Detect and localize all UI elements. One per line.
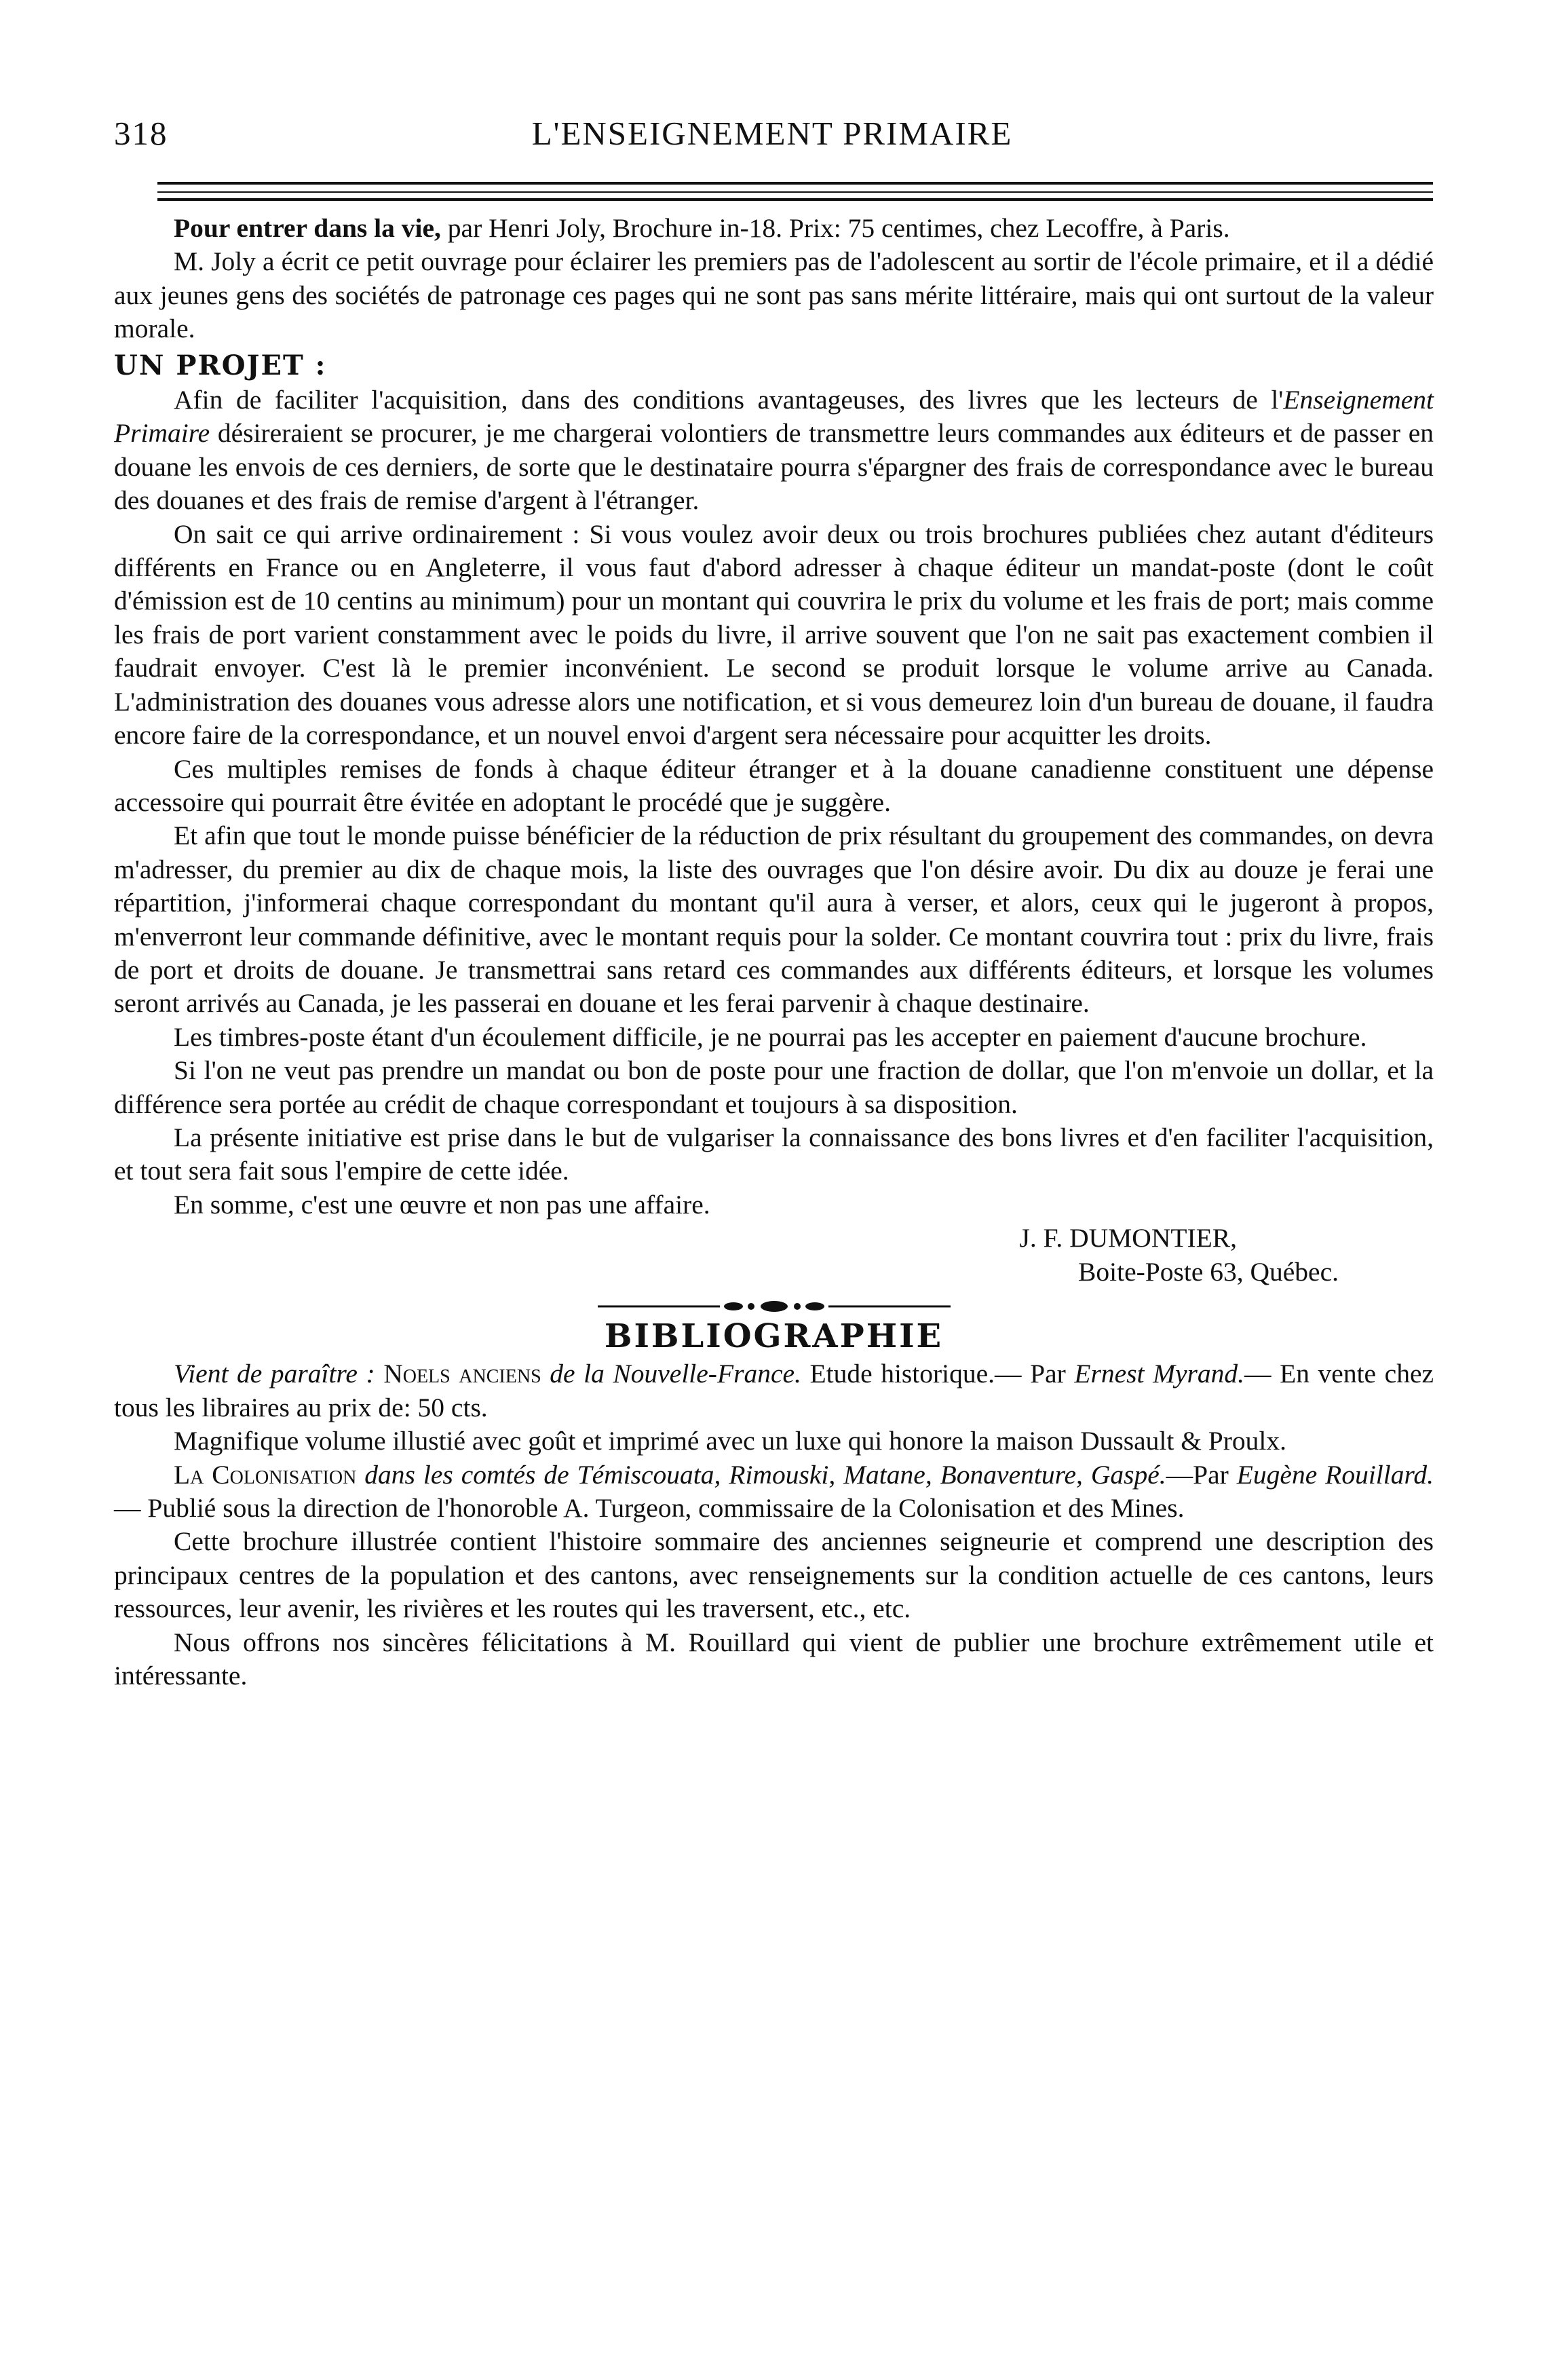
projet-paragraph-4: Et afin que tout le monde puisse bénéficier de la réduction de prix résultant du groupement des commandes, on devra m'adresser, du premier au dix de chaque mois, la liste des ouvrages que l'on désire avoir. Du dix au douze je ferai une répartition, j'informerai chaque correspondant du montant qu'il aura à verser, et alors, ceux qui le jugeront à propos, m'enverront leur commande définitive, avec le montant requis pour la solder. Ce montant couvrira tout : prix du livre, frais de port et droits de douane. Je transmettrai sans retard ces commandes aux différents éditeurs, et lorsque les volumes seront arrivés au Canada, je les passerai en douane et les ferai parvenir à chaque destinaire. [114,820,1434,1019]
review-paragraph: M. Joly a écrit ce petit ouvrage pour éclairer les premiers pas de l'adolescent au sortir de l'école primaire, et il a dédié aux jeunes gens des sociétés de patronage ces pages qui ne sont pas sans mérite littéraire, mais qui ont surtout de la valeur morale. [114,246,1434,344]
biblio-entry-1-description: Magnifique volume illustié avec goût et imprimé avec un luxe qui honore la maison Dussault & Proulx. [174,1426,1287,1456]
header-rule [157,182,1433,185]
review-book-details: par Henri Joly, Brochure in-18. Prix: 75 centimes, chez Lecoffre, à Paris. [440,213,1230,243]
journal-title: L'ENSEIGNEMENT PRIMAIRE [531,115,1013,152]
signature: J. F. DUMONTIER, [1019,1223,1237,1253]
projet-paragraph-7: La présente initiative est prise dans le but de vulgariser la connaissance des bons livres et d'en faciliter l'acquisition, et tout sera fait sous l'empire de cette idée. [114,1122,1434,1186]
projet-paragraph-2: On sait ce qui arrive ordinairement : Si vous voulez avoir deux ou trois brochures publiées chez autant d'éditeurs différents en France ou en Angleterre, il vous faut d'abord adresser à chaque éditeur un mandat-poste (dont le coût d'émission est de 10 centins au minimum) pour un montant qui couvrira le prix du volume et les frais de port; mais comme les frais de port varient constamment avec le poids du livre, il arrive souvent que l'on ne sait pas exactement combien il faudrait envoyer. C'est là le premier inconvénient. Le second se produit lorsque le volume arrive au Canada. L'administration des douanes vous adresse alors une notification, et si vous demeurez loin d'un bureau de douane, il faudra encore faire de la correspondance, et un nouvel envoi d'argent sera nécessaire pour acquitter les droits. [114,518,1434,751]
section-divider-ornament [598,1297,951,1316]
section-title-bibliographie: BIBLIOGRAPHIE [604,1317,944,1355]
projet-paragraph-3: Ces multiples remises de fonds à chaque éditeur étranger et à la douane canadienne constituent une dépense accessoire qui pourrait être évitée en adoptant le procédé que je suggère. [114,753,1434,817]
projet-paragraph-5: Les timbres-poste étant d'un écoulement difficile, je ne pourrai pas les accepter en paiement d'aucune brochure. [174,1021,1367,1052]
running-header [114,114,1430,162]
projet-paragraph-8: En somme, c'est une œuvre et non pas une affaire. [174,1189,710,1220]
review-first-line [114,212,1434,245]
biblio-entry-1: Vient de paraître : Noels anciens de la Nouvelle-France. Etude historique.— Par Ernest Myrand.— En vente chez tous les libraires au prix de: 50 cts. [114,1359,1434,1422]
article-body [114,212,1434,1693]
header-rule [157,191,1433,193]
journal-name-italic: Enseignement Primaire [114,385,1434,449]
signature-address: Boite-Poste 63, Québec. [1078,1256,1339,1287]
header-rule [157,198,1433,201]
projet-paragraph-1: Afin de faciliter l'acquisition, dans des conditions avantageuses, des livres que les lecteurs de l'Enseignement Primaire désireraient se procurer, je me chargerai volontiers de transmettre leurs commandes aux éditeurs et de passer en douane les envois de ces derniers, de sorte que le destinataire pourra s'épargner des frais de correspondance avec le bureau des douanes et des frais de remise d'argent à l'étranger. [114,385,1434,516]
biblio-entry-2-description: Cette brochure illustrée contient l'histoire sommaire des anciennes seigneurie et comprend une description des principaux centres de la population et des cantons, avec renseignements sur la condition actuelle de ces cantons, leurs ressources, leur avenir, les rivières et les routes qui les traversent, etc., etc. [114,1526,1434,1624]
biblio-entry-2-closing: Nous offrons nos sincères félicitations à M. Rouillard qui vient de publier une brochure extrêmement utile et intéressante. [114,1627,1434,1691]
page-number: 318 [114,115,168,152]
section-heading-projet: UN PROJET : [114,349,327,381]
review-book-title: Pour entrer dans la vie, [174,213,441,243]
biblio-entry-2: La Colonisation dans les comtés de Témiscouata, Rimouski, Matane, Bonaventure, Gaspé.—Par Eugène Rouillard.— Publié sous la direction de l'honoroble A. Turgeon, commissaire de la Colonisation et des Mines. [114,1459,1434,1524]
projet-paragraph-6: Si l'on ne veut pas prendre un mandat ou bon de poste pour une fraction de dollar, que l'on m'envoie un dollar, et la différence sera portée au crédit de chaque correspondant et toujours à sa disposition. [114,1055,1434,1119]
